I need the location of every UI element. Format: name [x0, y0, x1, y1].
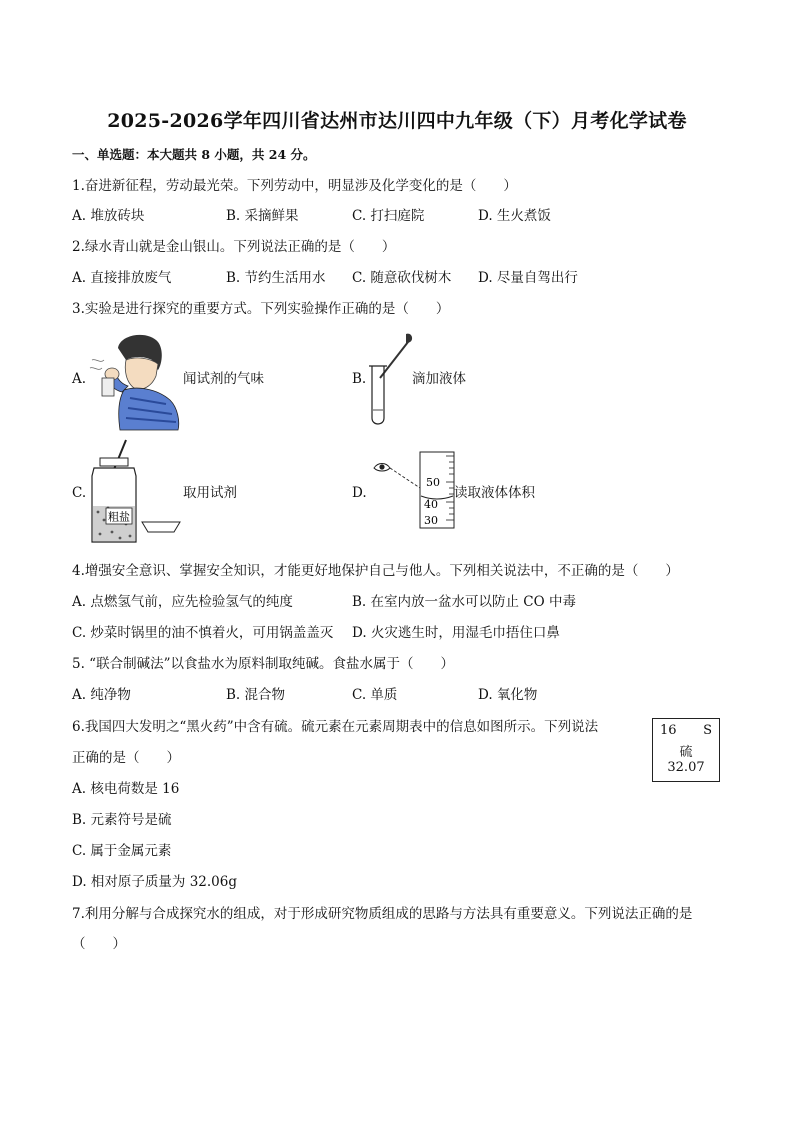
q3-letter-a: A.	[72, 371, 87, 387]
q3-caption-c: 取用试剂	[183, 485, 237, 501]
q5-option-a: A. 纯净物	[72, 687, 131, 703]
atomic-number: 16	[660, 723, 677, 738]
q4-option-a: A. 点燃氢气前，应先检验氢气的纯度	[72, 594, 293, 610]
q6-option-d: D. 相对原子质量为 32.06g	[72, 874, 238, 890]
q1-option-c: C. 打扫庭院	[352, 208, 425, 224]
page-title: 2025-2026学年四川省达州市达川四中九年级（下）月考化学试卷	[107, 110, 687, 132]
q3-caption-b: 滴加液体	[412, 371, 466, 387]
taking-reagent-figure	[86, 436, 182, 546]
question-1-stem: 1.奋进新征程，劳动最光荣。下列劳动中，明显涉及化学变化的是（ ）	[72, 178, 517, 194]
q1-option-a: A. 堆放砖块	[72, 208, 145, 224]
question-2-stem: 2.绿水青山就是金山银山。下列说法正确的是（ ）	[72, 239, 396, 255]
question-3-stem: 3.实验是进行探究的重要方式。下列实验操作正确的是（ ）	[72, 301, 450, 317]
q2-option-d: D. 尽量自驾出行	[478, 270, 578, 286]
q1-option-b: B. 采摘鲜果	[226, 208, 299, 224]
q3-letter-b: B.	[352, 371, 367, 387]
q3-letter-c: C.	[72, 485, 87, 501]
q3-letter-d: D.	[352, 485, 367, 501]
atomic-mass: 32.07	[667, 760, 705, 775]
q4-option-d: D. 火灾逃生时，用湿毛巾捂住口鼻	[352, 625, 560, 641]
jar-label: 粗盐	[108, 510, 130, 524]
q6-option-a: A. 核电荷数是 16	[72, 781, 180, 797]
q3-caption-a: 闻试剂的气味	[183, 371, 264, 387]
tick-40: 40	[424, 498, 438, 511]
element-symbol: S	[703, 723, 712, 738]
question-4-stem: 4.增强安全意识、掌握安全知识，才能更好地保护自己与他人。下列相关说法中，不正确的是（ ）	[72, 563, 679, 579]
periodic-table-cell	[652, 718, 720, 782]
q6-option-c: C. 属于金属元素	[72, 843, 172, 859]
q5-option-d: D. 氧化物	[478, 687, 538, 703]
question-7-stem-line2: （ ）	[72, 936, 126, 952]
q5-option-c: C. 单质	[352, 687, 398, 703]
question-6-stem-line1: 6.我国四大发明之“黑火药”中含有硫。硫元素在元素周期表中的信息如图所示。下列说法	[72, 719, 599, 735]
q5-option-b: B. 混合物	[226, 687, 286, 703]
reading-volume-figure	[368, 450, 458, 530]
dropping-liquid-figure	[366, 330, 416, 430]
q1-option-d: D. 生火煮饭	[478, 208, 551, 224]
q3-caption-d: 读取液体体积	[454, 485, 535, 501]
question-6-stem-line2: 正确的是（ ）	[72, 750, 180, 766]
question-5-stem: 5. “联合制碱法”以食盐水为原料制取纯碱。食盐水属于（ ）	[72, 656, 454, 672]
q6-option-b: B. 元素符号是硫	[72, 812, 172, 828]
q4-option-b: B. 在室内放一盆水可以防止 CO 中毒	[352, 594, 576, 610]
q4-option-c: C. 炒菜时锅里的油不慎着火，可用锅盖盖灭	[72, 625, 334, 641]
smelling-reagent-figure	[86, 330, 182, 430]
section-heading: 一、单选题：本大题共 8 小题，共 24 分。	[72, 147, 316, 162]
q2-option-a: A. 直接排放废气	[72, 270, 172, 286]
tick-50: 50	[426, 476, 440, 489]
element-name: 硫	[679, 745, 693, 760]
tick-30: 30	[424, 514, 438, 527]
q2-option-b: B. 节约生活用水	[226, 270, 326, 286]
question-7-stem-line1: 7.利用分解与合成探究水的组成，对于形成研究物质组成的思路与方法具有重要意义。下列说法正确的是	[72, 906, 693, 922]
q2-option-c: C. 随意砍伐树木	[352, 270, 452, 286]
